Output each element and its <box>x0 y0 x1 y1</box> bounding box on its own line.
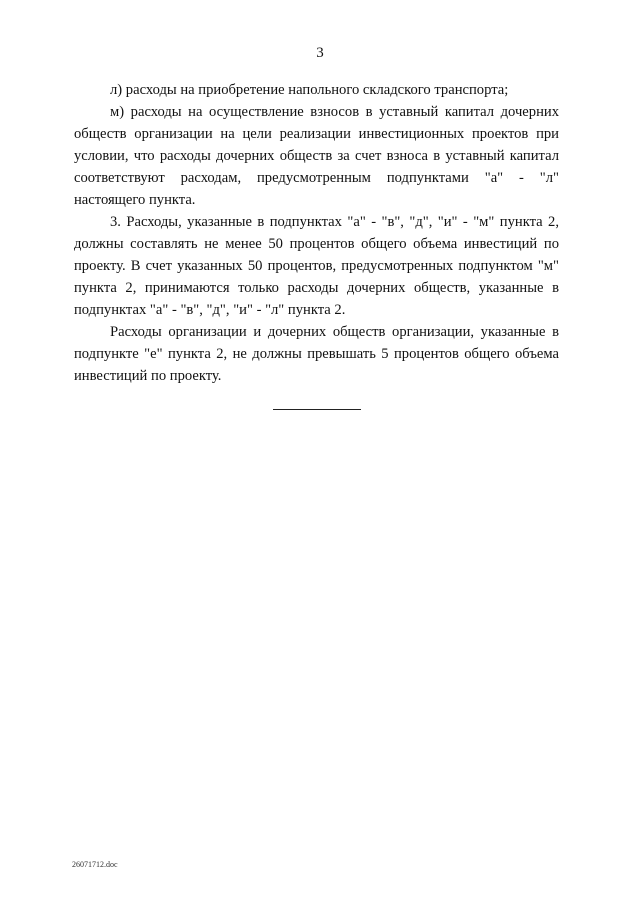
end-separator-line <box>273 409 361 410</box>
footer-filename: 26071712.doc <box>72 860 118 869</box>
document-body <box>74 79 559 387</box>
paragraph-item-m: м) расходы на осуществление взносов в уставный капитал дочерних обществ организации на цели реализации инвестиционных проектов при условии, что расходы дочерних обществ за счет взноса в уставный капитал соответствуют расходам, предусмотренным подпунктами "а" - "л" настоящего пункта. <box>74 104 559 208</box>
paragraph-expenses-limit: Расходы организации и дочерних обществ организации, указанные в подпункте "е" пункта 2, не должны превышать 5 процентов общего объема инвестиций по проекту. <box>74 324 559 384</box>
paragraph-clause-3: 3. Расходы, указанные в подпунктах "а" - "в", "д", "и" - "м" пункта 2, должны составлять не менее 50 процентов общего объема инвестиций по проекту. В счет указанных 50 процентов, предусмотренных подпунктом "м" пункта 2, принимаются только расходы дочерних обществ, указанные в подпунктах "а" - "в", "д", "и" - "л" пункта 2. <box>74 214 559 318</box>
page-number: 3 <box>316 45 324 61</box>
paragraph-item-l: л) расходы на приобретение напольного складского транспорта; <box>110 82 509 98</box>
